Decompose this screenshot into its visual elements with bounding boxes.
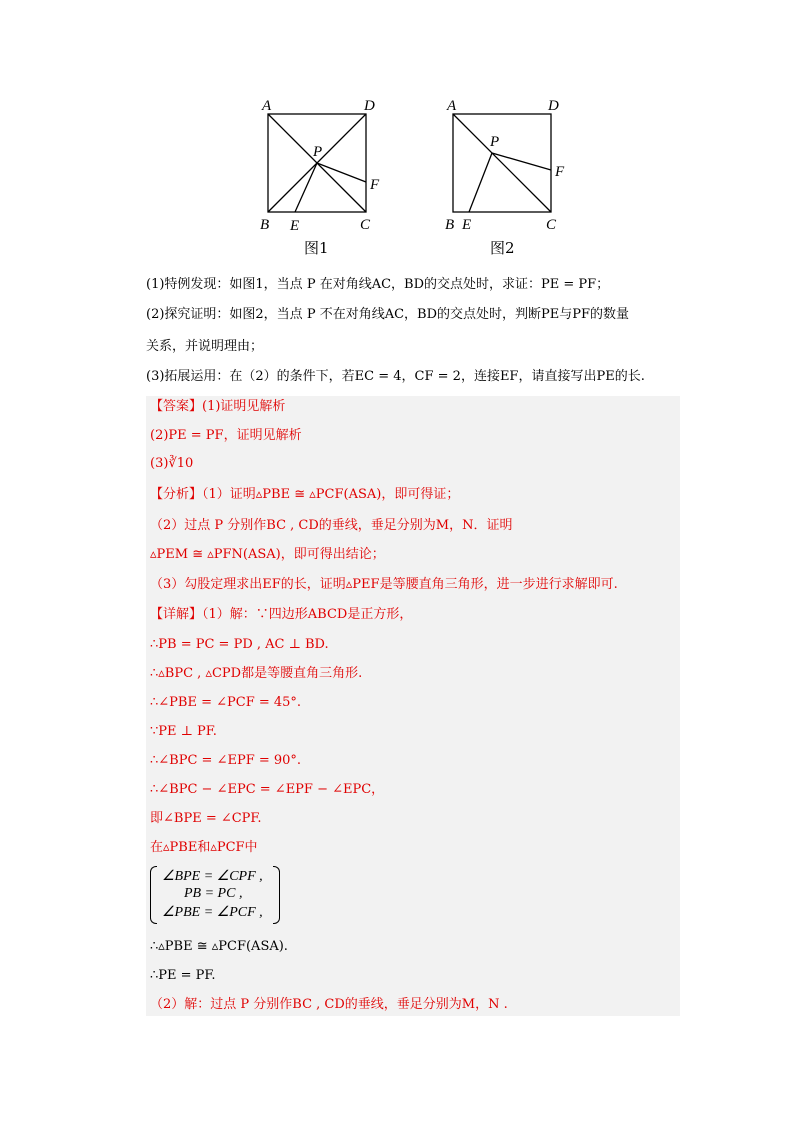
detail-line-1	[150, 606, 412, 624]
answer-part-2: (2)PE = PF，证明见解析	[150, 428, 302, 443]
fig1-label-b: B	[260, 217, 270, 233]
answer-part-3: (3)∛10	[150, 456, 194, 471]
question-3: (3)拓展运用：在（2）的条件下，若EC = 4，CF = 2，连接EF，请直接写出PE的长.	[146, 369, 645, 384]
detail-line-4: ∴∠PBE = ∠PCF = 45°.	[150, 695, 302, 710]
fig1-label-f: F	[370, 177, 380, 193]
fig1-label-c: C	[360, 217, 371, 233]
system-row-1: ∠BPE = ∠CPF ,	[162, 869, 263, 884]
fig2-caption: 图2	[490, 239, 515, 257]
equation-system	[150, 866, 280, 926]
detail-title: 【详解】	[150, 607, 203, 622]
question-2-line-2: 关系，并说明理由；	[146, 339, 264, 354]
figures	[250, 96, 580, 266]
right-brace	[273, 866, 280, 924]
fig2-label-f: F	[555, 164, 565, 180]
fig1-caption: 图1	[304, 239, 329, 257]
analysis-text-1: （1）证明▵PBE ≅ ▵PCF(ASA)，即可得证；	[202, 487, 460, 502]
fig1-label-a: A	[262, 98, 272, 114]
fig1-label-d: D	[364, 98, 375, 114]
system-row-3: ∠PBE = ∠PCF ,	[162, 905, 263, 920]
geometry-figures	[250, 96, 580, 266]
detail-text-1: （1）解：∵四边形ABCD是正方形，	[202, 607, 413, 622]
fig1-segment-pe	[295, 163, 317, 212]
detail-line-10: ∴▵PBE ≅ ▵PCF(ASA).	[150, 939, 288, 954]
detail-line-8: 即∠BPE = ∠CPF.	[150, 811, 262, 826]
fig2-label-b: B	[445, 217, 455, 233]
detail-line-6: ∴∠BPC = ∠EPF = 90°.	[150, 753, 302, 768]
system-row-2: PB = PC ,	[184, 886, 243, 901]
figure-2	[453, 114, 551, 212]
answer-part-1: (1)证明见解析	[202, 399, 286, 414]
analysis-title: 【分析】	[150, 487, 203, 502]
detail-line-11: ∴PE = PF.	[150, 968, 216, 983]
left-brace	[150, 866, 157, 924]
detail-line-3: ∴▵BPC , ▵CPD都是等腰直角三角形.	[150, 666, 363, 681]
answer-line-1	[150, 398, 285, 416]
fig1-segment-pf	[317, 163, 366, 182]
fig2-label-e: E	[462, 217, 472, 233]
fig1-label-e: E	[290, 218, 300, 234]
detail-line-5: ∵PE ⊥ PF.	[150, 724, 217, 739]
analysis-line-2: （2）过点 P 分别作BC , CD的垂线，垂足分别为M，N．证明	[150, 518, 513, 533]
question-1: (1)特例发现：如图1，当点 P 在对角线AC，BD的交点处时，求证：PE = PF；	[146, 277, 610, 292]
fig2-label-p: P	[490, 134, 500, 150]
figure-1	[268, 114, 366, 212]
question-2-line-1: (2)探究证明：如图2，当点 P 不在对角线AC，BD的交点处时，判断PE与PF的数量	[146, 307, 630, 322]
analysis-line-1	[150, 486, 459, 504]
analysis-line-3: ▵PEM ≅ ▵PFN(ASA)，即可得出结论；	[150, 547, 385, 562]
answer-title: 【答案】	[150, 399, 203, 414]
analysis-line-4: （3）勾股定理求出EF的长，证明▵PEF是等腰直角三角形，进一步进行求解即可.	[150, 577, 618, 592]
fig2-label-c: C	[546, 217, 557, 233]
detail-line-7: ∴∠BPC − ∠EPC = ∠EPF − ∠EPC，	[150, 782, 385, 797]
detail-line-9: 在▵PBE和▵PCF中	[150, 840, 258, 855]
detail-line-12: （2）解：过点 P 分别作BC , CD的垂线，垂足分别为M，N .	[150, 997, 508, 1012]
detail-line-2: ∴PB = PC = PD , AC ⊥ BD.	[150, 637, 329, 652]
fig2-segment-pe	[469, 153, 492, 212]
fig2-label-a: A	[447, 98, 457, 114]
fig1-label-p: P	[313, 144, 323, 160]
fig2-label-d: D	[548, 98, 559, 114]
fig2-diagonal-ac	[453, 114, 551, 212]
